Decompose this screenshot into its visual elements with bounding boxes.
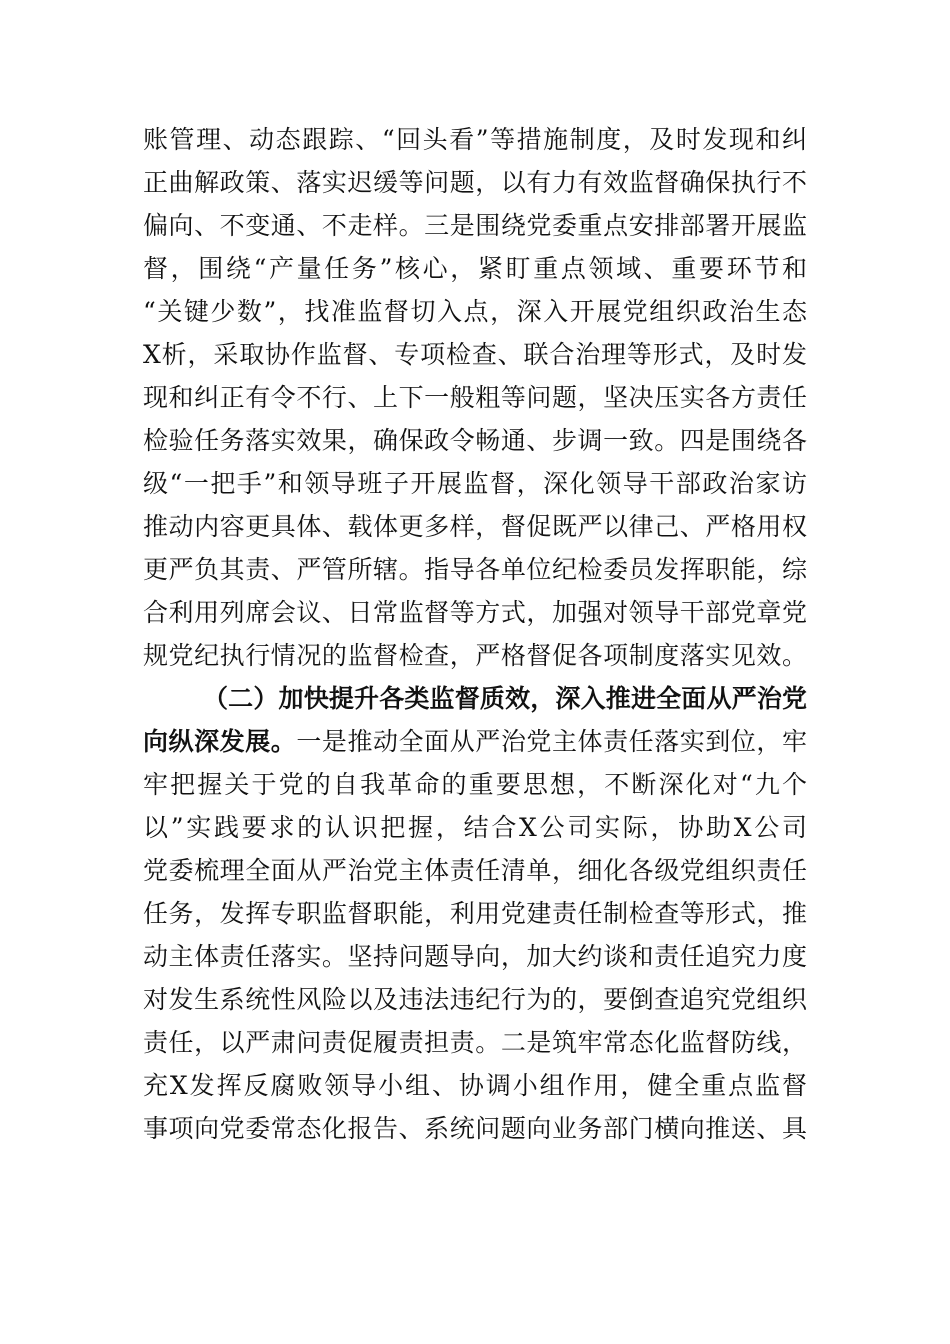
- body-line: 现和纠正有令不行、上下一般粗等问题，坚决压实各方责任: [143, 383, 807, 412]
- body-line: 合利用列席会议、日常监督等方式，加强对领导干部党章党: [143, 598, 807, 627]
- body-line: 党委梳理全面从严治党主体责任清单，细化各级党组织责任: [143, 856, 807, 885]
- section-heading: （二）加快提升各类监督质效，深入推进全面从严治党: [203, 684, 807, 713]
- body-line: 级“一把手”和领导班子开展监督，深化领导干部政治家访: [143, 469, 807, 498]
- body-line: 推动内容更具体、载体更多样，督促既严以律己、严格用权: [143, 512, 807, 541]
- body-line: 偏向、不变通、不走样。三是围绕党委重点安排部署开展监: [143, 211, 807, 240]
- body-line: 充X发挥反腐败领导小组、协调小组作用，健全重点监督: [143, 1071, 807, 1100]
- body-line: 督，围绕“产量任务”核心，紧盯重点领域、重要环节和: [143, 254, 807, 283]
- body-line: 正曲解政策、落实迟缓等问题，以有力有效监督确保执行不: [143, 168, 807, 197]
- body-line: 以”实践要求的认识把握，结合X公司实际，协助X公司: [143, 813, 807, 842]
- section-heading-continuation: [143, 722, 807, 762]
- body-line: 对发生系统性风险以及违法违纪行为的，要倒查追究党组织: [143, 985, 807, 1014]
- body-text: 一是推动全面从严治党主体责任落实到位，牢: [296, 727, 807, 756]
- body-line: 账管理、动态跟踪、“回头看”等措施制度，及时发现和纠: [143, 125, 807, 154]
- body-line: 检验任务落实效果，确保政令畅通、步调一致。四是围绕各: [143, 426, 807, 455]
- body-line: “关键少数”，找准监督切入点，深入开展党组织政治生态: [143, 297, 807, 326]
- body-line: 牢把握关于党的自我革命的重要思想，不断深化对“九个: [143, 770, 807, 799]
- body-line: 更严负其责、严管所辖。指导各单位纪检委员发挥职能，综: [143, 555, 807, 584]
- body-line: 任务，发挥专职监督职能，利用党建责任制检查等形式，推: [143, 899, 807, 928]
- body-line: 规党纪执行情况的监督检查，严格督促各项制度落实见效。: [143, 641, 807, 670]
- section-heading-end: 向纵深发展。: [143, 727, 297, 756]
- body-line: 责任，以严肃问责促履责担责。二是筑牢常态化监督防线，: [143, 1028, 807, 1057]
- body-line: 事项向党委常态化报告、系统问题向业务部门横向推送、具: [143, 1114, 807, 1143]
- body-line: X析，采取协作监督、专项检查、联合治理等形式，及时发: [143, 340, 807, 369]
- body-line: 动主体责任落实。坚持问题导向，加大约谈和责任追究力度: [143, 942, 807, 971]
